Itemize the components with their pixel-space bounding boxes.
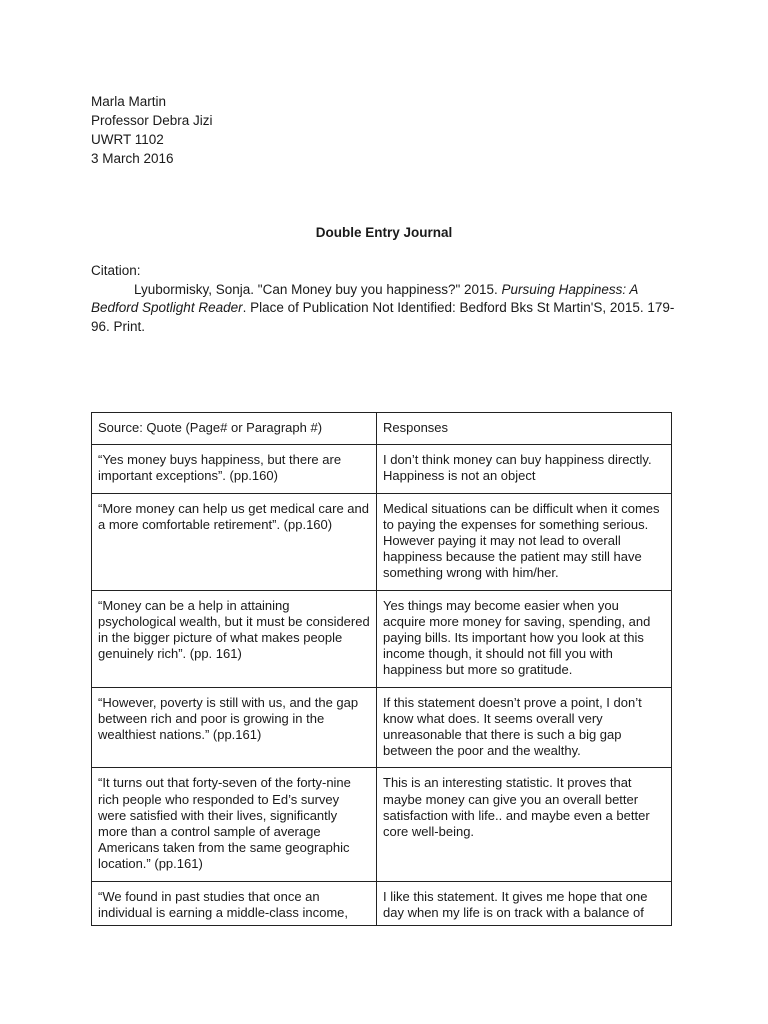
citation-label: Citation: (91, 263, 141, 278)
header-cell-responses: Responses (377, 413, 672, 445)
citation-block (91, 262, 681, 336)
professor-name: Professor Debra Jizi (91, 113, 213, 128)
response-cell: I like this statement. It gives me hope that one day when my life is on track with a balance of (377, 881, 672, 925)
citation-text (91, 281, 681, 337)
table-row (92, 590, 672, 687)
document-date: 3 March 2016 (91, 151, 174, 166)
header-cell-source: Source: Quote (Page# or Paragraph #) (92, 413, 377, 445)
response-cell: If this statement doesn’t prove a point, I don’t know what does. It seems overall very unreasonable that there is such a big gap between the poor and the wealthy. (377, 687, 672, 768)
quote-cell: “More money can help us get medical care and a more comfortable retirement”. (pp.160) (92, 493, 377, 590)
quote-cell: “Money can be a help in attaining psychological wealth, but it must be considered in the bigger picture of what makes people genuinely rich”. (pp. 161) (92, 590, 377, 687)
document-title: Double Entry Journal (315, 225, 453, 240)
quote-cell: “We found in past studies that once an individual is earning a middle-class income, (92, 881, 377, 925)
citation-book-title: Pursuing Happiness: A Bedford Spotlight Reader (91, 281, 638, 315)
quote-cell: “Yes money buys happiness, but there are important exceptions”. (pp.160) (92, 445, 377, 493)
table-row (92, 493, 672, 590)
response-cell: Medical situations can be difficult when it comes to paying the expenses for something serious. However paying it may not lead to overall happiness because the patient may still have something wrong with him/her. (377, 493, 672, 590)
table-row (92, 881, 672, 925)
table-row (92, 768, 672, 881)
journal-table (91, 412, 672, 926)
table-row (92, 687, 672, 768)
quote-cell: “However, poverty is still with us, and the gap between rich and poor is growing in the wealthiest nations.” (pp.161) (92, 687, 377, 768)
course-code: UWRT 1102 (91, 132, 164, 147)
response-cell: I don’t think money can buy happiness directly. Happiness is not an object (377, 445, 672, 493)
author-name: Marla Martin (91, 94, 167, 109)
table-header-row (92, 413, 672, 445)
document-header (91, 92, 213, 168)
citation-publication: . Place of Publication Not Identified: Bedford Bks St Martin'S, 2015. 179-96. Print. (91, 300, 675, 334)
response-cell: Yes things may become easier when you acquire more money for saving, spending, and paying bills. Its important how you look at this income though, it should not fill you with happiness but more so gratitude. (377, 590, 672, 687)
citation-author: Lyubormisky, Sonja. "Can Money buy you happiness?" 2015. (134, 281, 502, 297)
response-cell: This is an interesting statistic. It proves that maybe money can give you an overall better satisfaction with life.. and maybe even a better core well-being. (377, 768, 672, 881)
quote-cell: “It turns out that forty-seven of the forty-nine rich people who responded to Ed’s survey were satisfied with their lives, significantly more than a control sample of average Americans taken from the same geographic location.” (pp.161) (92, 768, 377, 881)
table-row (92, 445, 672, 493)
